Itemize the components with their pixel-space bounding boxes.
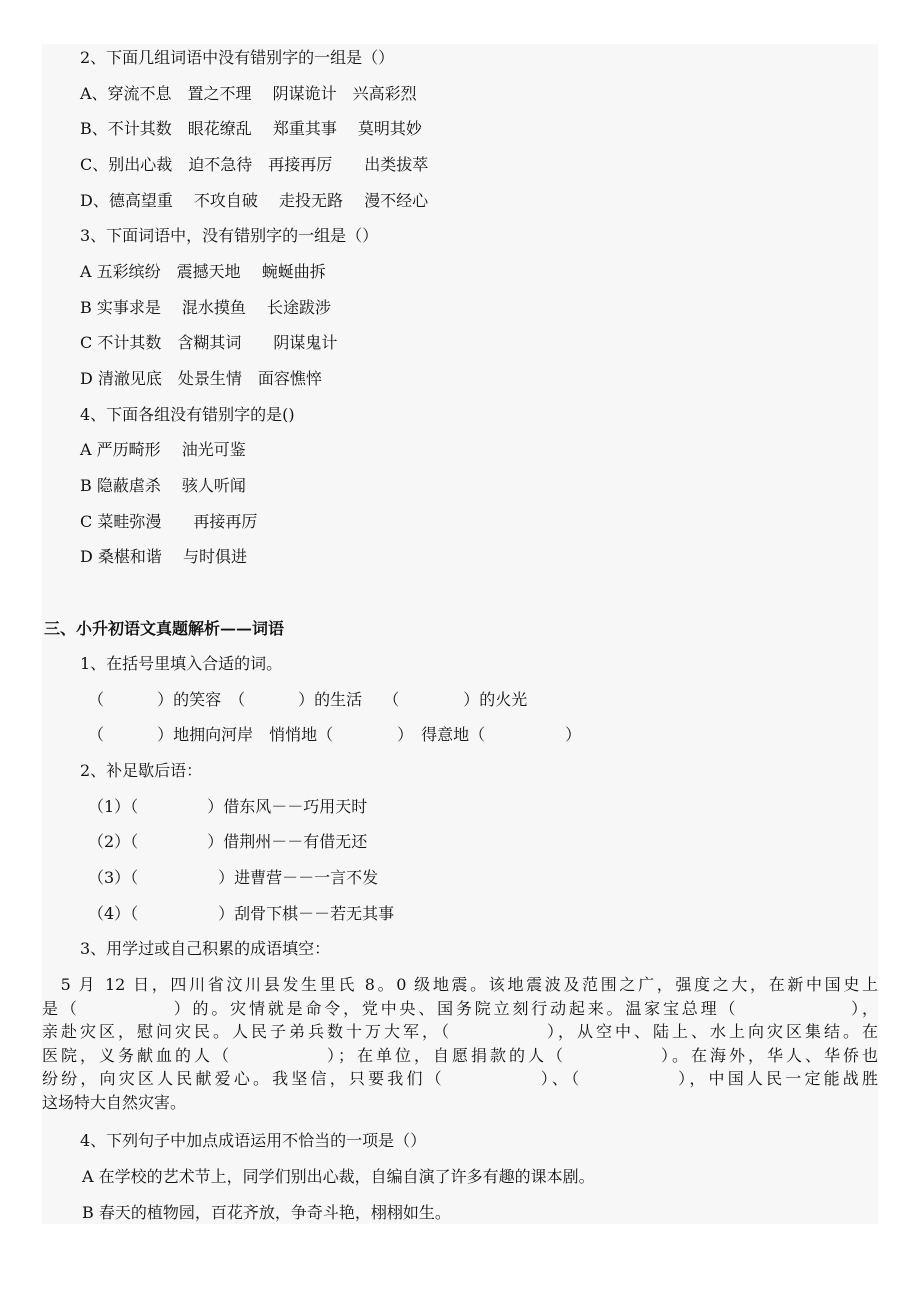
paragraph-line-4: 医院，义务献血的人（ ）；在单位，自愿捐款的人（ ）。在海外，华人、华侨也 — [42, 1045, 878, 1065]
q2-option-d: D、德高望重 不攻自破 走投无路 漫不经心 — [80, 191, 429, 210]
s3-q4-option-b: B 春天的植物园，百花齐放，争奇斗艳，栩栩如生。 — [82, 1203, 451, 1222]
s3-q1-blank-line-1: （ ）的笑容 （ ）的生活 （ ）的火光 — [88, 690, 528, 709]
worksheet-page — [42, 44, 878, 1224]
q2-option-c: C、别出心裁 迫不急待 再接再厉 出类拔萃 — [80, 155, 429, 174]
paragraph-line-1: 5 月 12 日，四川省汶川县发生里氏 8。0 级地震。该地震波及范围之广，强度之大，在新中国史上 — [42, 975, 878, 994]
q4-option-b: B 隐蔽虐杀 骇人听闻 — [80, 476, 246, 495]
s3-q2-item-1: （1）（ ）借东风－－巧用天时 — [88, 797, 368, 816]
paragraph-line-2: 是（ ）的。灾情就是命令，党中央、国务院立刻行动起来。温家宝总理（ ）， — [42, 998, 878, 1018]
paragraph-line-3: 亲赴灾区，慰问灾民。人民子弟兵数十万大军，（ ），从空中、陆上、水上向灾区集结。在 — [42, 1022, 878, 1041]
s3-q2-stem: 2、补足歇后语： — [80, 761, 203, 780]
s3-q4-stem: 4、下列句子中加点成语运用不恰当的一项是（） — [80, 1131, 427, 1150]
s3-q1-stem: 1、在括号里填入合适的词。 — [80, 654, 283, 673]
q4-option-d: D 桑椹和谐 与时俱进 — [80, 547, 248, 566]
paragraph-line-6: 这场特大自然灾害。 — [42, 1092, 187, 1112]
q2-stem: 2、下面几组词语中没有错别字的一组是（） — [80, 48, 395, 67]
q2-option-b: B、不计其数 眼花缭乱 郑重其事 莫明其妙 — [80, 119, 422, 138]
q4-option-c: C 菜畦弥漫 再接再厉 — [80, 512, 258, 531]
s3-q3-stem: 3、用学过或自己积累的成语填空： — [80, 939, 331, 958]
q4-option-a: A 严历畸形 油光可鉴 — [80, 440, 246, 459]
q2-option-a: A、穿流不息 置之不理 阴谋诡计 兴高彩烈 — [80, 84, 417, 103]
q3-option-a: A 五彩缤纷 震撼天地 蜿蜒曲拆 — [80, 262, 326, 281]
s3-q2-item-4: （4）（ ）刮骨下棋－－若无其事 — [88, 904, 395, 923]
q3-option-d: D 清澈见底 处景生情 面容憔悴 — [80, 369, 322, 388]
q3-option-b: B 实事求是 混水摸鱼 长途跋涉 — [80, 298, 332, 317]
q3-stem: 3、下面词语中，没有错别字的一组是（） — [80, 226, 379, 245]
section-heading: 三、小升初语文真题解析——词语 — [44, 619, 285, 638]
q3-option-c: C 不计其数 含糊其词 阴谋鬼计 — [80, 333, 338, 352]
s3-q2-item-2: （2）（ ）借荆州－－有借无还 — [88, 832, 368, 851]
s3-q1-blank-line-2: （ ）地拥向河岸 悄悄地（ ） 得意地（ ） — [88, 725, 582, 744]
s3-q4-option-a: A 在学校的艺术节上，同学们别出心裁，自编自演了许多有趣的课本剧。 — [82, 1167, 595, 1186]
s3-q2-item-3: （3）（ ）进曹营－－一言不发 — [88, 868, 379, 887]
q4-stem: 4、下面各组没有错别字的是() — [80, 405, 295, 424]
paragraph-line-5: 纷纷，向灾区人民献爱心。我坚信，只要我们（ ）、（ ），中国人民一定能战胜 — [42, 1069, 878, 1088]
s3-q3-paragraph — [42, 973, 878, 1114]
